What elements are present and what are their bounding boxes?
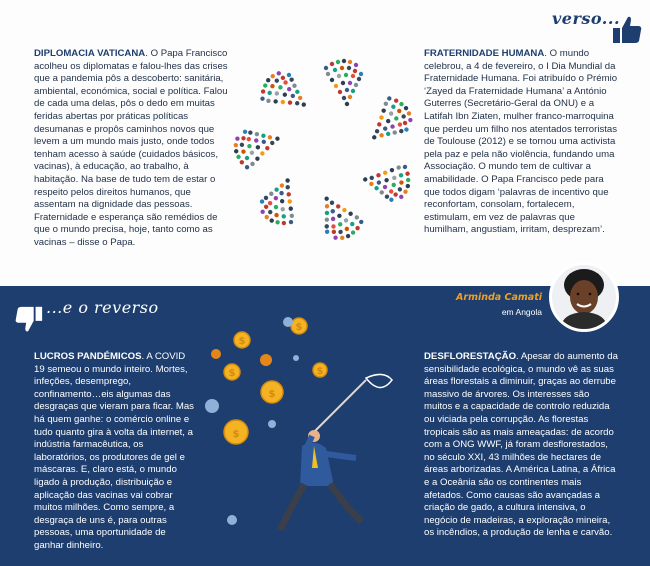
author-location: em Angola [501, 307, 542, 317]
author-portrait-icon [552, 265, 616, 329]
svg-text:$: $ [295, 322, 303, 333]
article-head: DESFLORESTAÇÃO [424, 351, 517, 362]
verso-title: verso... [552, 9, 621, 28]
reverso-title: ...e o reverso [46, 298, 159, 317]
svg-text:$: $ [238, 336, 246, 347]
money-net-illustration [196, 308, 422, 548]
article-head: LUCROS PANDÉMICOS [34, 351, 142, 362]
article-desflorestacao: DESFLORESTAÇÃO. Apesar do aumento da sensibilidade ecológica, o mundo vê as suas áreas florestais a diminuir, graças ao derrube massivo de árvores. Os interesses são muitos e a capacidade de controlo reduzida ou viciada pela corrupção. As florestas tropicais são as mais ameaçadas: de acordo com a ONG WWF, já foram desflorestados, no século XXI, 43 milhões de hectares de áreas arborizadas. A América Latina, a África e a Oceânia são os continentes mais afetados. Como causas são avançadas a criação de gado, a cultura intensiva, o negócio de madeiras, a exploração mineira, os incêndios, a produção de lenha e carvão. [424, 351, 618, 539]
article-diplomacia: DIPLOMACIA VATICANA. O Papa Francisco acolheu os diplomatas e falou-lhes das crises que a pandemia pôs a descoberto: sanitária, ambiental, económica, social e política. Falou de cada uma delas, pôs o dedo em muitas feridas abertas por práticas políticas desumanas e propôs caminhos novos que levem a um mundo mais justo, onde todos tenham acesso à saúde (cuidados básicos, vacinas), à educação, ao trabalho, à habitação. Na base de tudo tem de estar o respeito pelos direitos humanos, que assentam na dignidade das pessoas. Fraternidade e esperança são remédios de que o mundo precisa, hoje, tanto como as vacinas – disse o Papa. [34, 48, 228, 248]
crowd-spiral-illustration [232, 46, 420, 252]
author-name: Arminda Camati [456, 292, 542, 303]
svg-text:$: $ [268, 389, 276, 400]
thumbs-up-icon [611, 14, 643, 46]
thumbs-down-icon [14, 304, 44, 334]
article-body: O mundo celebrou, a 4 de fevereiro, o I Dia Mundial da Fraternidade Humana. Foi atribuído o Prémio ‘Zayed da Fraternidade Humana’ a António Guterres (Secretário-Geral da ONU) e a Latifah Ibn Ziaten, mulher franco-marroquina que perdeu um filho nos atentados terroristas de Toulouse (2012) e se tornou uma activista pela paz e pela não violência, fundando uma Associação. O mundo tem de cultivar a amabilidade. O Papa Francisco pede para que todos digam ‘palavras de incentivo que reconfortam, consolam, fortalecem, estimulam, em vez de palavras que humilham, angustiam, irritam, desprezam’. [424, 48, 618, 236]
article-fraternidade: FRATERNIDADE HUMANA. O mundo celebrou, a 4 de fevereiro, o I Dia Mundial da Fraternidade Humana. Foi atribuído o Prémio ‘Zayed da Fraternidade Humana’ a António Guterres (Secretário-Geral da ONU) e a Latifah Ibn Ziaten, mulher franco-marroquina que perdeu um filho nos atentados terroristas de Toulouse (2012) e se tornou uma activista pela paz e pela não violência, fundando uma Associação. O mundo tem de cultivar a amabilidade. O Papa Francisco pede para que todos digam ‘palavras de incentivo que reconfortam, consolam, fortalecem, estimulam, em vez de palavras que humilham, angustiam, irritam, desprezam’. [424, 48, 618, 236]
article-body: Apesar do aumento da sensibilidade ecológica, o mundo vê as suas áreas florestais a diminuir, graças ao derrube massivo de árvores. Os interesses são muitos e a capacidade de controlo reduzida ou viciada pela corrupção. As florestas tropicais são as mais ameaçadas: de acordo com a ONG WWF, já foram desflorestados, no século XXI, 43 milhões de hectares de áreas arborizadas. A América Latina, a África e a Oceânia são os continentes mais afetados. Como causas são avançadas a criação de gado, a cultura intensiva, o negócio de madeiras, a exploração mineira, os incêndios, a produção de lenha e carvão. [424, 351, 618, 539]
svg-text:$: $ [232, 429, 240, 440]
article-head: FRATERNIDADE HUMANA [424, 48, 545, 59]
article-head: DIPLOMACIA VATICANA [34, 48, 146, 59]
article-lucros: LUCROS PANDÉMICOS. A COVID 19 semeou o mundo inteiro. Mortes, infeções, desemprego, confinamento…eis algumas das desgraças que vieram para ficar. Mas há quem ganhe: o comércio online e tudo quanto gira à volta da internet, a indústria farmacêutica, os laboratórios, os produtores de gel e máscaras. E, claro está, o mundo ligado à produção, distribuição e aplicação das vacinas vai cobrar muitos milhões. Como sempre, a desgraça de uns é, para outras pessoas, uma oportunidade de ganhar dinheiro. [34, 351, 194, 551]
article-body: O Papa Francisco acolheu os diplomatas e falou-lhes das crises que a pandemia pôs a descoberto: sanitária, ambiental, económica, social e política. Falou de cada uma delas, pôs o dedo em muitas feridas abertas por práticas políticas desumanas e propôs caminhos novos que levem a um mundo mais justo, onde todos tenham acesso à saúde (cuidados básicos, vacinas), à educação, ao trabalho, à habitação. Na base de tudo tem de estar o respeito pelos direitos humanos, que assentam na dignidade das pessoas. Fraternidade e esperança são remédios de que o mundo precisa, hoje, tanto como as vacinas – disse o Papa. [34, 48, 228, 248]
article-body: A COVID 19 semeou o mundo inteiro. Mortes, infeções, desemprego, confinamento…eis algumas das desgraças que vieram para ficar. Mas há quem ganhe: o comércio online e tudo quanto gira à volta da internet, a indústria farmacêutica, os laboratórios, os produtores de gel e máscaras. E, claro está, o mundo ligado à produção, distribuição e aplicação das vacinas vai cobrar muitos milhões. Como sempre, a desgraça de uns é, para outras pessoas, uma oportunidade de ganhar dinheiro. [34, 351, 194, 551]
svg-text:$: $ [228, 368, 236, 379]
author-avatar [549, 262, 619, 332]
svg-text:$: $ [316, 366, 324, 377]
